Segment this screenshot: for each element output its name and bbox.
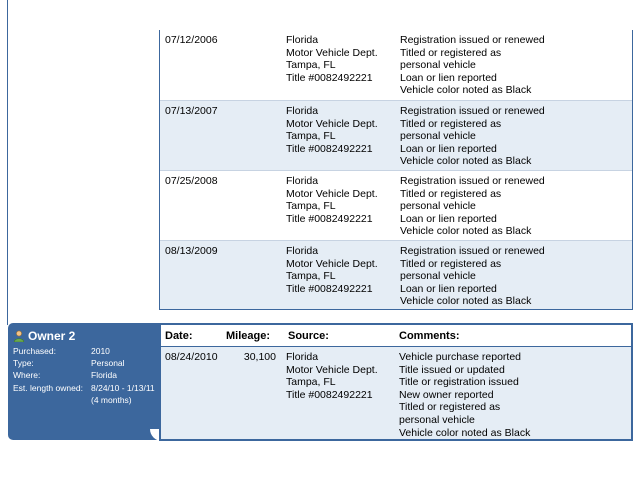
comment-line: Title or registration issued <box>399 376 519 389</box>
comment-line: Titled or registered as <box>400 187 502 200</box>
comment-line: personal vehicle <box>400 59 476 72</box>
source-line: Motor Vehicle Dept. <box>286 257 378 270</box>
table-header <box>161 325 631 347</box>
source-line: Tampa, FL <box>286 130 336 143</box>
comment-line: Registration issued or renewed <box>400 105 545 117</box>
source-line: Florida <box>286 245 319 257</box>
source-line: Motor Vehicle Dept. <box>286 117 378 130</box>
comment-line: Title issued or updated <box>399 363 505 376</box>
history-records-table <box>159 30 633 310</box>
owner-column-border <box>7 0 8 325</box>
detail-label: Est. length owned: <box>13 383 83 393</box>
header-source: Source: <box>288 330 329 342</box>
header-comments: Comments: <box>399 330 460 342</box>
record-comments <box>399 351 530 439</box>
source-line: Title #0082492221 <box>286 142 373 155</box>
comment-line: Loan or lien reported <box>400 212 497 225</box>
detail-label: Purchased: <box>13 346 56 356</box>
comment-line: Vehicle color noted as Black <box>400 225 532 238</box>
comment-line: Titled or registered as <box>400 257 502 270</box>
record-source <box>286 245 378 295</box>
source-line: Florida <box>286 105 319 117</box>
record-comments <box>400 245 545 308</box>
record-source <box>286 351 378 401</box>
record-source <box>286 105 378 155</box>
detail-value: Personal <box>91 358 125 368</box>
detail-label: Type: <box>13 358 34 368</box>
owner-where <box>13 370 117 380</box>
table-row <box>160 30 632 100</box>
comment-line: personal vehicle <box>400 200 476 213</box>
comment-line: Vehicle purchase reported <box>399 351 521 363</box>
source-line: Motor Vehicle Dept. <box>286 46 378 59</box>
person-icon <box>13 330 25 342</box>
detail-label: Where: <box>13 370 41 380</box>
comment-line: Vehicle color noted as Black <box>400 84 532 97</box>
comment-line: Loan or lien reported <box>400 142 497 155</box>
source-line: Tampa, FL <box>286 59 336 72</box>
comment-line: Vehicle color noted as Black <box>400 155 532 168</box>
source-line: Title #0082492221 <box>286 282 373 295</box>
comment-line: Titled or registered as <box>400 117 502 130</box>
record-comments <box>400 34 545 97</box>
owner-purchased <box>13 346 110 356</box>
comment-line: Titled or registered as <box>399 401 501 414</box>
comment-line: Registration issued or renewed <box>400 175 545 187</box>
source-line: Tampa, FL <box>286 270 336 283</box>
table-row <box>160 170 632 240</box>
detail-value: Florida <box>91 370 117 380</box>
table-row <box>161 347 631 439</box>
header-mileage: Mileage: <box>226 330 271 342</box>
detail-value: (4 months) <box>91 395 132 405</box>
record-source <box>286 175 378 225</box>
record-date: 08/24/2010 <box>165 351 218 363</box>
owner-heading <box>13 329 75 343</box>
comment-line: personal vehicle <box>400 130 476 143</box>
owner-title: Owner 2 <box>28 329 76 343</box>
detail-value: 8/24/10 - 1/13/11 <box>91 383 155 393</box>
comment-line: personal vehicle <box>400 270 476 283</box>
source-line: Tampa, FL <box>286 200 336 213</box>
record-date: 07/25/2008 <box>165 175 218 187</box>
record-date: 07/13/2007 <box>165 105 218 117</box>
detail-value: 2010 <box>91 346 110 356</box>
source-line: Title #0082492221 <box>286 212 373 225</box>
record-mileage: 30,100 <box>243 351 276 363</box>
owner-length-owned <box>13 383 155 393</box>
source-line: Motor Vehicle Dept. <box>286 363 378 376</box>
comment-line: Titled or registered as <box>400 46 502 59</box>
record-date: 08/13/2009 <box>165 245 218 257</box>
source-line: Title #0082492221 <box>286 71 373 84</box>
comment-line: Vehicle color noted as Black <box>400 295 532 308</box>
comment-line: New owner reported <box>399 388 494 401</box>
record-comments <box>400 105 545 168</box>
owner-records-table <box>159 323 633 441</box>
comment-line: personal vehicle <box>399 413 475 426</box>
comment-line: Loan or lien reported <box>400 71 497 84</box>
source-line: Florida <box>286 34 319 46</box>
source-line: Title #0082492221 <box>286 388 373 401</box>
record-date: 07/12/2006 <box>165 34 218 46</box>
record-comments <box>400 175 545 238</box>
table-row <box>160 100 632 170</box>
comment-line: Registration issued or renewed <box>400 34 545 46</box>
owner-summary-panel <box>8 323 161 440</box>
comment-line: Vehicle color noted as Black <box>399 426 531 439</box>
table-row <box>160 240 632 309</box>
comment-line: Registration issued or renewed <box>400 245 545 257</box>
source-line: Motor Vehicle Dept. <box>286 187 378 200</box>
source-line: Tampa, FL <box>286 376 336 389</box>
record-source <box>286 34 378 84</box>
source-line: Florida <box>286 175 319 187</box>
source-line: Florida <box>286 351 319 363</box>
comment-line: Loan or lien reported <box>400 282 497 295</box>
header-date: Date: <box>165 330 193 342</box>
owner-type <box>13 358 125 368</box>
